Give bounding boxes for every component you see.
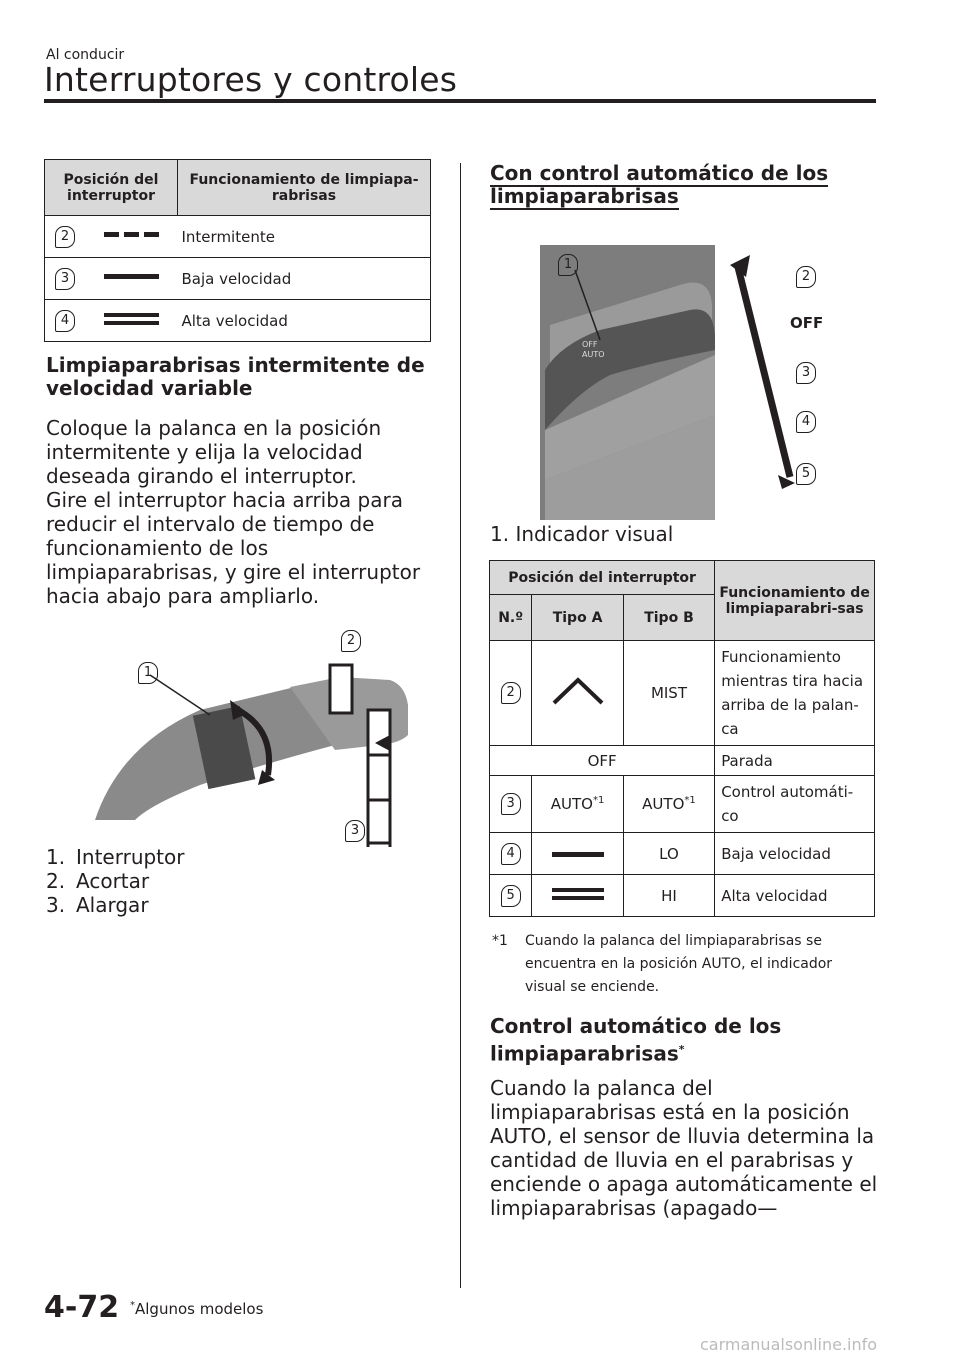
column-divider — [460, 163, 461, 1288]
watermark: carmanualsonline.info — [700, 1335, 878, 1354]
text-line: Gire el interruptor hacia arriba para — [46, 488, 403, 512]
table-row — [45, 216, 431, 258]
callout-5: 5 — [796, 463, 816, 485]
heading-line: Control automático de los — [490, 1014, 782, 1038]
text-line: limpiaparabrisas está en la posición — [490, 1100, 850, 1124]
table-row — [490, 833, 875, 875]
section-label: Al conducir — [46, 47, 125, 63]
callout-1: 1 — [558, 254, 578, 276]
heading-line: limpiaparabrisas — [490, 184, 679, 208]
text-line: limpiaparabrisas, y gire el interruptor — [46, 560, 421, 584]
single-line-icon — [552, 851, 604, 859]
figure-legend — [46, 845, 185, 917]
paragraph — [46, 416, 420, 608]
section-heading-auto — [490, 162, 828, 208]
function-text: Parada — [715, 746, 875, 776]
text-line: cantidad de lluvia en el parabrisas y — [490, 1148, 854, 1172]
section-heading-auto-control — [490, 1015, 781, 1066]
list-item: 2. Acortar — [46, 869, 150, 893]
type-b-value: HI — [623, 875, 714, 917]
type-a-value: AUTO — [550, 795, 593, 813]
callout-2: 2 — [796, 266, 816, 288]
callout-2: 2 — [341, 630, 361, 652]
section-heading — [46, 354, 425, 400]
text-line: visual se enciende. — [525, 979, 660, 995]
text-line: funcionamiento de los — [46, 536, 269, 560]
chevron-up-icon — [552, 677, 604, 705]
number-badge: 4 — [55, 310, 75, 332]
text-line: limpiaparabrisas (apagado— — [490, 1196, 778, 1220]
page-title: Interruptores y controles — [44, 60, 458, 99]
table2-header-type-b: Tipo B — [623, 595, 714, 641]
text-line: hacia abajo para ampliarlo. — [46, 584, 320, 608]
list-item: 3. Alargar — [46, 893, 149, 917]
number-badge: 2 — [55, 226, 75, 248]
single-line-icon — [104, 272, 160, 282]
footnote-ref: * — [130, 1300, 135, 1311]
number-badge: 4 — [501, 843, 521, 865]
number-badge: 2 — [501, 682, 521, 704]
table2-header-position: Posición del interruptor — [490, 561, 715, 595]
type-b-value: MIST — [623, 641, 714, 746]
heading-line: Limpiaparabrisas intermitente de — [46, 353, 425, 377]
header-rule — [44, 99, 876, 103]
table2-header-type-a: Tipo A — [532, 595, 623, 641]
heading-line: limpiaparabrisas — [490, 1041, 679, 1066]
figure-caption: 1. Indicador visual — [490, 522, 674, 546]
callout-3: 3 — [796, 362, 816, 384]
list-item: 1. Interruptor — [46, 845, 185, 869]
text-line: intermitente y elija la velocidad — [46, 440, 363, 464]
footnote-ref: *1 — [684, 795, 696, 806]
number-badge: 5 — [501, 885, 521, 907]
text-line: encuentra en la posición AUTO, el indicador — [525, 956, 833, 972]
table-row — [45, 258, 431, 300]
footnote — [525, 930, 832, 999]
text-line: Coloque la palanca en la posición — [46, 416, 382, 440]
footer-note-text: Algunos modelos — [135, 1300, 264, 1318]
function-text: Funcionamiento mientras tira hacia arriba de la palan-ca — [715, 641, 875, 746]
table-row — [490, 776, 875, 833]
function-text: Control automáti-co — [715, 776, 875, 833]
double-line-icon — [552, 887, 604, 901]
off-label: OFF — [790, 314, 824, 332]
table-row — [490, 746, 875, 776]
footer-note — [130, 1300, 263, 1318]
table-row — [490, 641, 875, 746]
type-b-value: LO — [623, 833, 714, 875]
off-value: OFF — [490, 746, 715, 776]
heading-line: velocidad variable — [46, 376, 253, 400]
text-line: AUTO, el sensor de lluvia determina la — [490, 1124, 875, 1148]
heading-line: Con control automático de los — [490, 161, 829, 185]
text-line: deseada girando el interruptor. — [46, 464, 357, 488]
text-line: Cuando la palanca del limpiaparabrisas se — [525, 933, 822, 949]
table-row — [45, 300, 431, 342]
callout-4: 4 — [796, 411, 816, 433]
function-text: Alta velocidad — [715, 875, 875, 917]
number-badge: 3 — [55, 268, 75, 290]
type-b-value: AUTO — [642, 795, 685, 813]
table1-header-position: Posición del interruptor — [45, 160, 178, 216]
footnote-ref: * — [678, 1043, 685, 1056]
auto-wiper-table — [489, 560, 875, 917]
text-line: reducir el intervalo de tiempo de — [46, 512, 375, 536]
lever-auto-text: AUTO — [582, 350, 605, 359]
paragraph — [490, 1076, 877, 1220]
number-badge: 3 — [501, 793, 521, 815]
footnote-ref: *1 — [592, 795, 605, 806]
wiper-lever-figure — [90, 625, 410, 847]
table1-header-function: Funcionamiento de limpiapa-rabrisas — [178, 160, 431, 216]
table2-header-function: Funcionamiento de limpiaparabri-sas — [715, 561, 875, 641]
table1-function: Intermitente — [178, 216, 431, 258]
text-line: Cuando la palanca del — [490, 1076, 713, 1100]
lever-off-text: OFF — [582, 340, 598, 349]
table-row — [490, 875, 875, 917]
callout-1: 1 — [138, 662, 158, 684]
table1-function: Alta velocidad — [178, 300, 431, 342]
double-line-icon — [104, 312, 160, 326]
page-number: 4-72 — [44, 1290, 120, 1325]
text-line: enciende o apaga automáticamente el — [490, 1172, 878, 1196]
function-text: Baja velocidad — [715, 833, 875, 875]
dashed-line-icon — [104, 230, 160, 240]
footnote-mark: *1 — [492, 933, 508, 949]
callout-3: 3 — [345, 820, 365, 842]
table2-header-no: N.º — [490, 595, 532, 641]
table1-function: Baja velocidad — [178, 258, 431, 300]
wiper-position-table — [44, 159, 431, 342]
